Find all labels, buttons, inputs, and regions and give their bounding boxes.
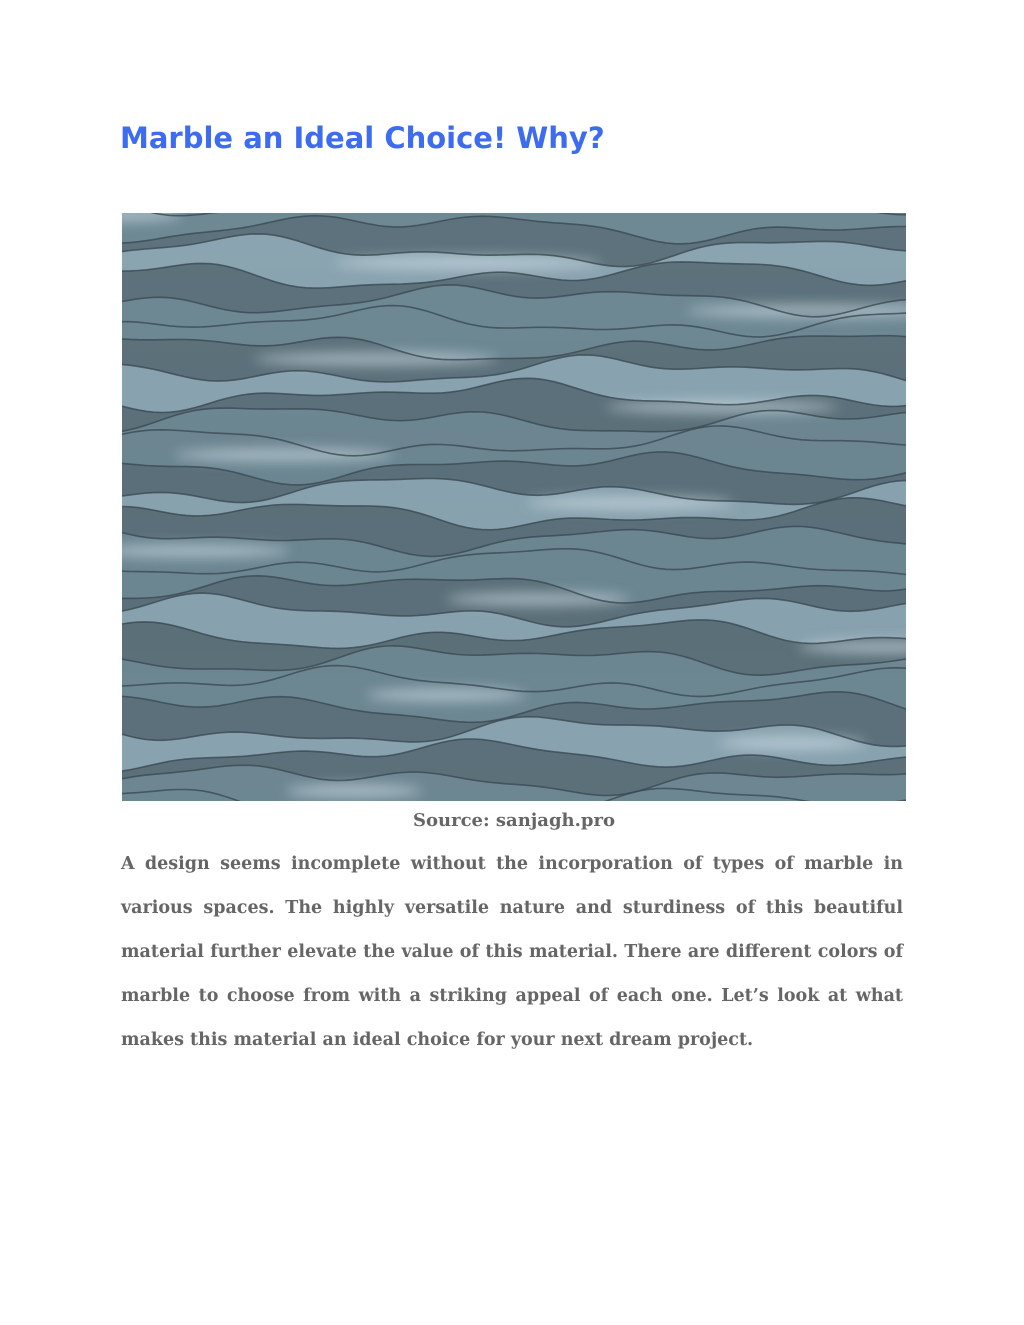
marble-highlight: [606, 400, 838, 414]
marble-highlight: [526, 496, 734, 510]
body-paragraph: A design seems incomplete without the incorporation of types of marble in various spaces. The highly versatile nature and sturdiness of this beautiful material further elevate the value of this material. There are different colors of marble to choose from with a striking appeal of each one. Let’s look at what makes this material an ideal choice for your next dream project.: [121, 854, 903, 1050]
marble-highlight: [366, 688, 526, 702]
image-caption: Source: sanjagh.pro: [413, 810, 615, 831]
marble-highlight: [446, 592, 630, 606]
marble-highlight: [286, 784, 422, 798]
marble-image: [122, 213, 906, 801]
marble-highlight: [718, 736, 866, 750]
marble-texture-illustration: [122, 213, 906, 801]
marble-highlight: [334, 256, 602, 270]
page-title: Marble an Ideal Choice! Why?: [120, 121, 605, 155]
